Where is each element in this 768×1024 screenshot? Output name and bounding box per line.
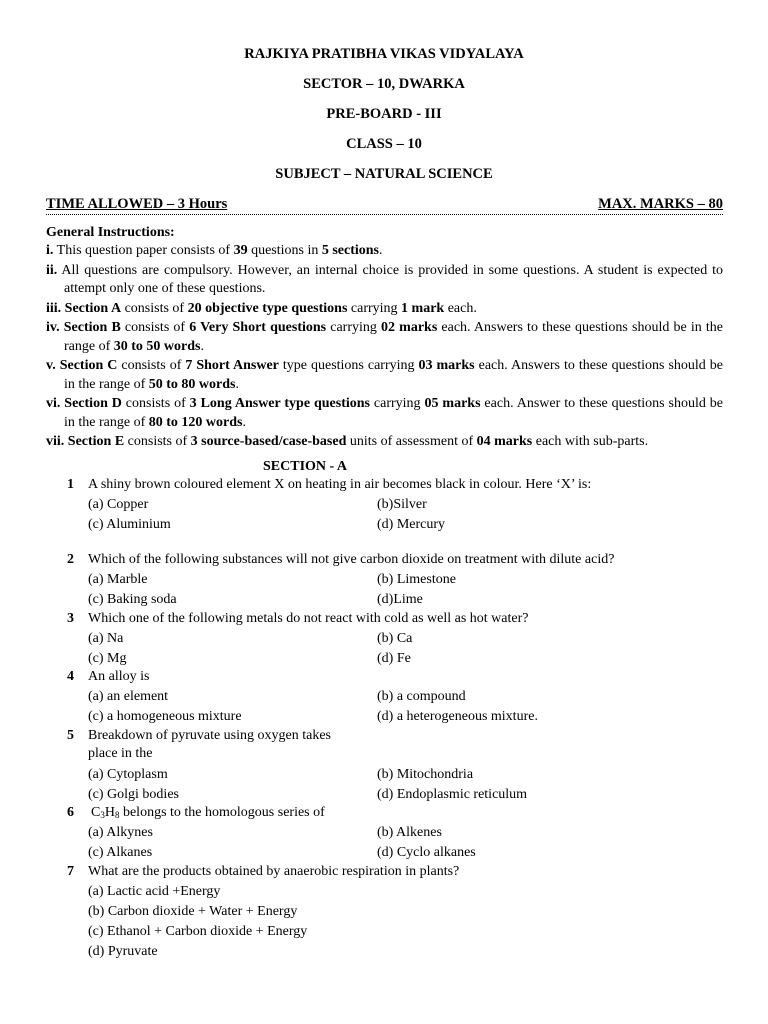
question-text [91,804,711,822]
question-text-line1: Breakdown of pyruvate using oxygen takes [88,728,331,743]
instruction-text: carrying [370,396,425,412]
question-number: 2 [67,552,74,567]
options [88,630,708,669]
question-text: Which one of the following metals do not react with cold as well as hot water? [88,611,529,626]
instruction-text: . [379,243,383,259]
options [88,824,708,863]
option-b: (b) Limestone [377,572,456,587]
instruction-text: consists of [124,434,191,450]
instruction-bold: 6 Very Short questions [189,320,327,336]
formula-hydrogen: H [104,805,115,820]
instruction-vi [46,395,723,432]
question-number: 3 [67,611,74,626]
option-d: (d) Fe [377,650,411,666]
subject-label: SUBJECT – NATURAL SCIENCE [275,166,493,182]
instruction-bold: 7 Short Answer [185,358,279,374]
instruction-text: . [235,376,239,392]
question-text [88,727,708,764]
instruction-text: carrying [347,300,402,316]
school-sector: SECTOR – 10, DWARKA [303,76,465,92]
instruction-text: carrying [326,320,382,336]
option-a: (a) an element [88,689,169,704]
option-d: (d) Mercury [377,516,446,532]
instruction-ii [46,262,723,299]
instruction-num: iv. Section B [46,320,121,336]
question-number: 1 [67,477,74,492]
instruction-bold: 30 to 50 words [113,338,201,354]
instruction-bold: 20 objective type questions [187,300,348,316]
options [88,496,708,535]
instruction-iii [46,300,723,318]
option-a: (a) Lactic acid +Energy [88,884,221,899]
option-b: (b) Mitochondria [377,767,474,782]
instruction-text: questions in [247,243,322,259]
question-number: 4 [67,669,74,684]
formula-carbon: C [91,805,101,820]
instruction-bold: 5 sections [321,243,380,259]
option-a: (a) Cytoplasm [88,767,168,782]
instruction-text: consists of [120,320,190,336]
time-allowed: TIME ALLOWED – 3 Hours [46,196,228,212]
instruction-text: type questions carrying [278,358,419,374]
instruction-bold: 3 source-based/case-based [190,434,347,450]
question-text: A shiny brown coloured element X on heating in air becomes black in colour. Here ‘X’ is: [88,477,592,492]
options [88,883,708,963]
instruction-text: consists of [121,396,190,412]
question-text-line2: place in the [88,746,153,762]
option-a: (a) Na [88,631,124,646]
option-d: (d)Lime [377,591,423,607]
question-text: Which of the following substances will not give carbon dioxide on treatment with dilute acid? [88,552,615,567]
instruction-bold: 02 marks [381,320,438,336]
instruction-num: iii. Section A [46,300,122,316]
question-number: 7 [67,864,74,879]
question-number: 5 [67,728,74,743]
question-text: What are the products obtained by anaerobic respiration in plants? [88,864,460,879]
instruction-bold: 3 Long Answer type questions [189,396,370,412]
section-a-title: SECTION - A [263,459,348,474]
instruction-text: This question paper consists of [53,243,234,259]
option-d: (d) Cyclo alkanes [377,844,476,860]
options [88,571,708,610]
instruction-text: . [200,338,204,354]
instruction-bold: 04 marks [476,434,533,450]
options [88,688,708,727]
option-b: (b) Ca [377,631,413,646]
instruction-text: consists of [121,300,188,316]
instruction-vii [46,433,723,451]
formula-sub: 8 [114,810,120,820]
instruction-text: . [242,414,246,430]
instruction-bold: 50 to 80 words [148,376,236,392]
school-name: RAJKIYA PRATIBHA VIKAS VIDYALAYA [244,46,524,62]
option-d: (d) Endoplasmic reticulum [377,786,528,802]
instruction-text: each. Answer to these questions should be in the range of [64,396,723,430]
instruction-bold: 1 mark [401,300,445,316]
instruction-num: i. [46,243,54,259]
instruction-i [46,242,723,260]
instruction-text: All questions are compulsory. However, an internal choice is provided in some questions. A student is expected to attempt only one of these questions. [57,262,723,297]
instruction-text: each with sub-parts. [532,434,649,450]
instruction-text: units of assessment of [346,434,477,450]
instruction-bold: 03 marks [418,358,475,374]
instruction-text: each. [444,300,477,316]
max-marks: MAX. MARKS – 80 [598,196,723,212]
question-text-rest: belongs to the homologous series of [119,805,325,820]
instructions-title: General Instructions: [46,225,175,240]
instruction-num: vi. Section D [46,396,122,412]
options [88,766,708,805]
instruction-v [46,357,723,394]
option-c: (c) a homogeneous mixture [88,708,242,724]
instruction-text: each. Answers to these questions should be in the range of [64,320,723,354]
instruction-iv [46,319,723,356]
option-c: (c) Aluminium [88,516,171,532]
option-b: (b) a compound [377,689,466,704]
option-a: (a) Copper [88,497,149,512]
option-b: (b)Silver [377,497,427,512]
option-a: (a) Marble [88,572,148,587]
instruction-text: consists of [117,358,186,374]
option-d: (d) a heterogeneous mixture. [377,708,538,724]
time-marks-bar [46,195,723,215]
option-d: (d) Pyruvate [88,944,158,959]
instruction-bold: 05 marks [424,396,481,412]
general-instructions [46,224,723,453]
option-a: (a) Alkynes [88,825,153,840]
option-c: (c) Baking soda [88,591,177,607]
option-c: (c) Ethanol + Carbon dioxide + Energy [88,924,308,939]
instruction-bold: 39 [233,243,248,259]
instruction-bold: 80 to 120 words [148,414,243,430]
option-c: (c) Alkanes [88,844,153,860]
exam-name: PRE-BOARD - III [326,106,442,122]
instruction-text: each. Answers to these questions should be in the range of [64,358,724,392]
question-number: 6 [67,805,74,820]
formula-sub: 3 [100,810,105,820]
question-text: An alloy is [88,669,150,684]
instruction-num: v. Section C [46,358,118,374]
option-c: (c) Golgi bodies [88,786,179,802]
option-b: (b) Carbon dioxide + Water + Energy [88,904,298,919]
class-label: CLASS – 10 [346,136,422,152]
instruction-num: vii. Section E [46,434,125,450]
instruction-num: ii. [46,262,58,278]
option-c: (c) Mg [88,650,127,666]
option-b: (b) Alkenes [377,825,442,840]
